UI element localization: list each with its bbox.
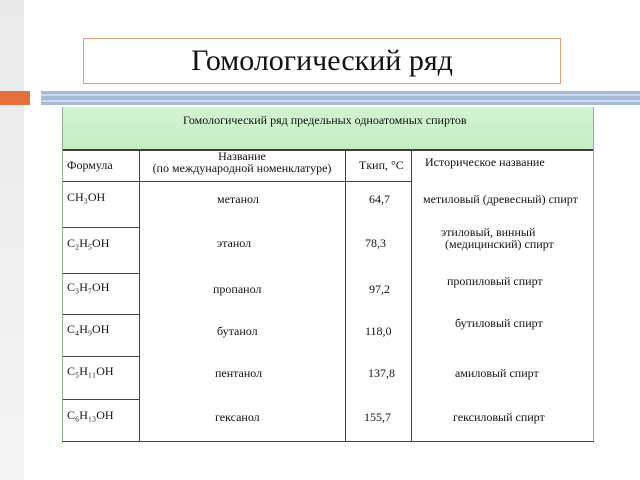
blue-accent-bar: [41, 91, 640, 105]
name-cell: пентанол: [215, 366, 263, 380]
boiling-cell: 97,2: [369, 282, 390, 296]
formula-cell: C₂H₅OH: [67, 236, 110, 250]
table-image-panel: [62, 107, 594, 441]
orange-accent-bar: [0, 91, 30, 105]
formula-cell: CH₃OH: [67, 190, 106, 204]
table-caption-band: [63, 107, 593, 149]
historical-cell: пропиловый спирт: [447, 274, 543, 288]
name-cell: бутанол: [217, 324, 258, 338]
table-caption: Гомологический ряд предельных одноатомных спиртов: [183, 113, 467, 127]
column-divider: [345, 151, 346, 441]
column-divider: [139, 151, 140, 441]
boiling-cell: 64,7: [369, 192, 390, 206]
row-divider: [63, 314, 139, 315]
row-divider: [63, 227, 139, 228]
row-divider: [63, 181, 411, 182]
name-cell: гексанол: [215, 410, 260, 424]
header-formula: Формула: [67, 158, 113, 172]
formula-cell: C₆H₁₃OH: [67, 408, 114, 422]
table-bottom-border: [62, 441, 594, 442]
historical-cell-line2: (медицинский) спирт: [445, 237, 554, 251]
row-divider: [63, 399, 139, 400]
formula-cell: C₅H₁₁OH: [67, 364, 114, 378]
column-divider: [411, 151, 412, 441]
row-divider: [63, 273, 139, 274]
formula-cell: C₃H₇OH: [67, 280, 110, 294]
row-divider: [63, 356, 139, 357]
boiling-cell: 118,0: [365, 324, 392, 338]
name-cell: этанол: [217, 236, 252, 250]
slide-side-strip: [0, 0, 24, 480]
boiling-cell: 137,8: [368, 366, 395, 380]
header-name-line2: (по международной номенклатуре): [152, 161, 332, 175]
formula-cell: C₄H₉OH: [67, 322, 110, 336]
name-cell: метанол: [217, 192, 259, 206]
historical-cell: амиловый спирт: [455, 366, 539, 380]
historical-cell: метиловый (древесный) спирт: [423, 192, 578, 206]
header-name-line1: Название: [218, 149, 266, 163]
slide-title: Гомологический ряд: [83, 38, 561, 84]
historical-cell: гексиловый спирт: [453, 410, 545, 424]
header-boiling-point: Tкип, °C: [359, 158, 404, 172]
historical-cell-line1: этиловый, винный: [441, 225, 536, 239]
boiling-cell: 78,3: [365, 236, 386, 250]
boiling-cell: 155,7: [364, 410, 391, 424]
header-historical-name: Историческое название: [425, 155, 545, 169]
historical-cell: бутиловый спирт: [455, 316, 543, 330]
name-cell: пропанол: [213, 282, 262, 296]
alcohols-table: [63, 149, 593, 441]
